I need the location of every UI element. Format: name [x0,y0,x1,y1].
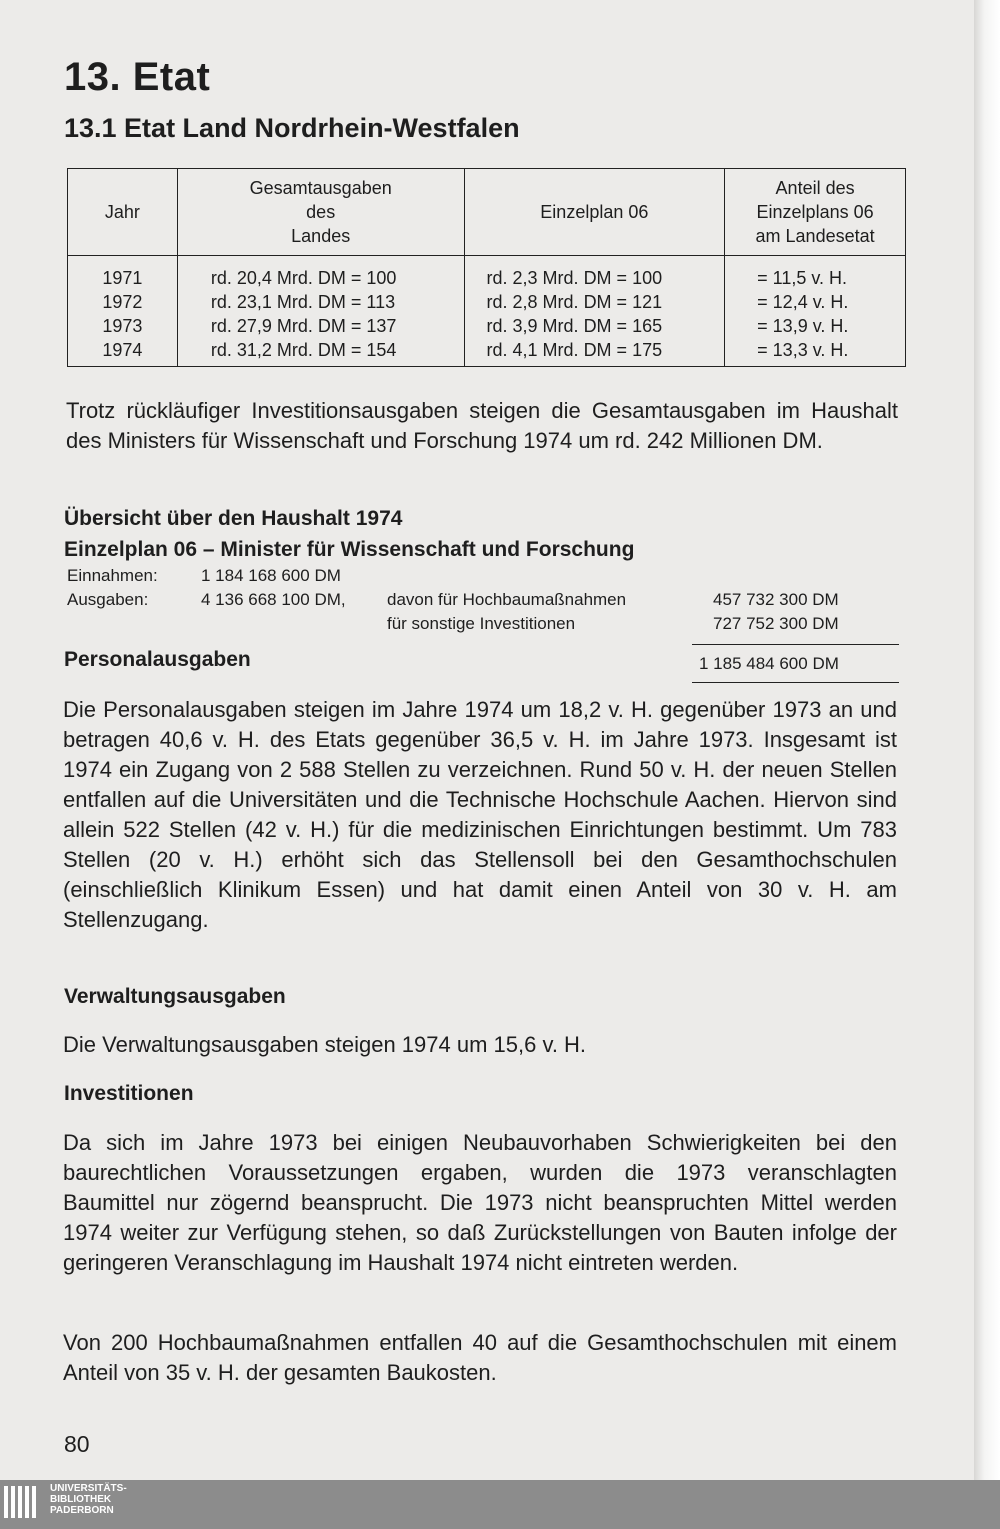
einnahmen-label: Einnahmen: [67,566,158,585]
sum-value: 1 185 484 600 DM [699,654,839,673]
page-edge [974,0,1000,1480]
verwaltung-paragraph: Die Verwaltungsausgaben steigen 1974 um 15,6 v. H. [63,1032,587,1057]
page-number: 80 [64,1431,90,1457]
library-logo-text: UNIVERSITÄTS- BIBLIOTHEK PADERBORN [50,1483,127,1516]
section-title: 13.1 Etat Land Nordrhein-Westfalen [64,113,520,143]
table-cell-gesamt: rd. 20,4 Mrd. DM = 100 [210,268,397,288]
table-cell-anteil: = 13,9 v. H. [757,316,849,336]
header-jahr: Jahr [68,169,178,256]
column-einzelplan [464,256,725,367]
header-gesamtausgaben: Gesamtausgaben des Landes [177,169,464,256]
header-anteil: Anteil des Einzelplans 06 am Landesetat [725,169,906,256]
table-cell-year: 1974 [102,340,143,360]
personal-title: Personalausgaben [64,648,251,671]
table-cell-einzel: rd. 3,9 Mrd. DM = 165 [486,316,663,336]
column-jahr [68,256,178,367]
page-title: 13. Etat [64,55,211,99]
header-einzelplan: Einzelplan 06 [464,169,725,256]
hochbau-label: davon für Hochbaumaßnahmen [387,590,627,609]
etat-table [67,168,906,367]
table-cell-gesamt: rd. 23,1 Mrd. DM = 113 [210,292,396,312]
table-cell-einzel: rd. 2,3 Mrd. DM = 100 [486,268,663,288]
library-logo-icon [4,1486,39,1518]
overview-title: Übersicht über den Haushalt 1974 [64,507,403,530]
sum-rule-bottom [692,682,899,683]
ausgaben-value: 4 136 668 100 DM, [201,590,346,609]
sonstige-label: für sonstige Investitionen [387,614,576,633]
table-cell-anteil: = 12,4 v. H. [757,292,849,312]
sum-rule-top [692,644,899,645]
ausgaben-label: Ausgaben: [67,590,149,609]
einnahmen-value: 1 184 168 600 DM [201,566,341,585]
investitionen-paragraph: Da sich im Jahre 1973 bei einigen Neubauvorhaben Schwierigkeiten bei den baurechtlichen Voraussetzungen ergaben, wurden die 1973 veranschlagten Baumittel nur zögernd beansprucht. Die 1973 nicht beanspruchten Mittel werden 1974 weiter zur Verfügung stehen, so daß Zurückstellungen von Bauten infolge der geringeren Veranschlagung im Haushalt 1974 nicht eintreten werden. [63,1130,897,1275]
column-anteil [725,256,906,367]
table-cell-einzel: rd. 4,1 Mrd. DM = 175 [486,340,663,360]
baukosten-paragraph: Von 200 Hochbaumaßnahmen entfallen 40 auf die Gesamthochschulen mit einem Anteil von 35 v. H. der gesamten Baukosten. [63,1330,897,1385]
table-cell-gesamt: rd. 27,9 Mrd. DM = 137 [210,316,397,336]
hochbau-value: 457 732 300 DM [713,590,839,609]
table-header-row [68,169,906,256]
table-body-row [68,256,906,367]
overview-subtitle: Einzelplan 06 – Minister für Wissenschaft und Forschung [64,538,635,561]
table-cell-anteil: = 11,5 v. H. [757,268,848,288]
investitionen-title: Investitionen [64,1082,194,1105]
table-cell-year: 1972 [102,292,143,312]
column-gesamtausgaben [177,256,464,367]
table-cell-gesamt: rd. 31,2 Mrd. DM = 154 [210,340,397,360]
sonstige-value: 727 752 300 DM [713,614,839,633]
table-cell-year: 1971 [102,268,143,288]
footer-bar [0,1480,1000,1529]
verwaltung-title: Verwaltungsausgaben [64,985,286,1008]
table-cell-year: 1973 [102,316,143,336]
table-cell-anteil: = 13,3 v. H. [757,340,849,360]
personal-paragraph: Die Personalausgaben steigen im Jahre 1974 um 18,2 v. H. gegenüber 1973 an und betragen 40,6 v. H. des Etats gegenüber 36,5 v. H. im Jahre 1973. Insgesamt ist 1974 ein Zugang von 2 588 Stellen zu verzeichnen. Rund 50 v. H. der neuen Stellen entfallen auf die Universitäten und die Technische Hochschule Aachen. Hiervon sind allein 522 Stellen (42 v. H.) für die medizinischen Einrichtungen bestimmt. Um 783 Stellen (20 v. H.) erhöht sich das Stellensoll bei den Gesamthochschulen (einschließlich Klinikum Essen) und hat damit einen Anteil von 30 v. H. am Stellenzugang. [63,697,897,932]
table-cell-einzel: rd. 2,8 Mrd. DM = 121 [486,292,663,312]
intro-paragraph: Trotz rückläufiger Investitionsausgaben steigen die Gesamtausgaben im Haushalt des Ministers für Wissenschaft und Forschung 1974 um rd. 242 Millionen DM. [66,398,898,453]
